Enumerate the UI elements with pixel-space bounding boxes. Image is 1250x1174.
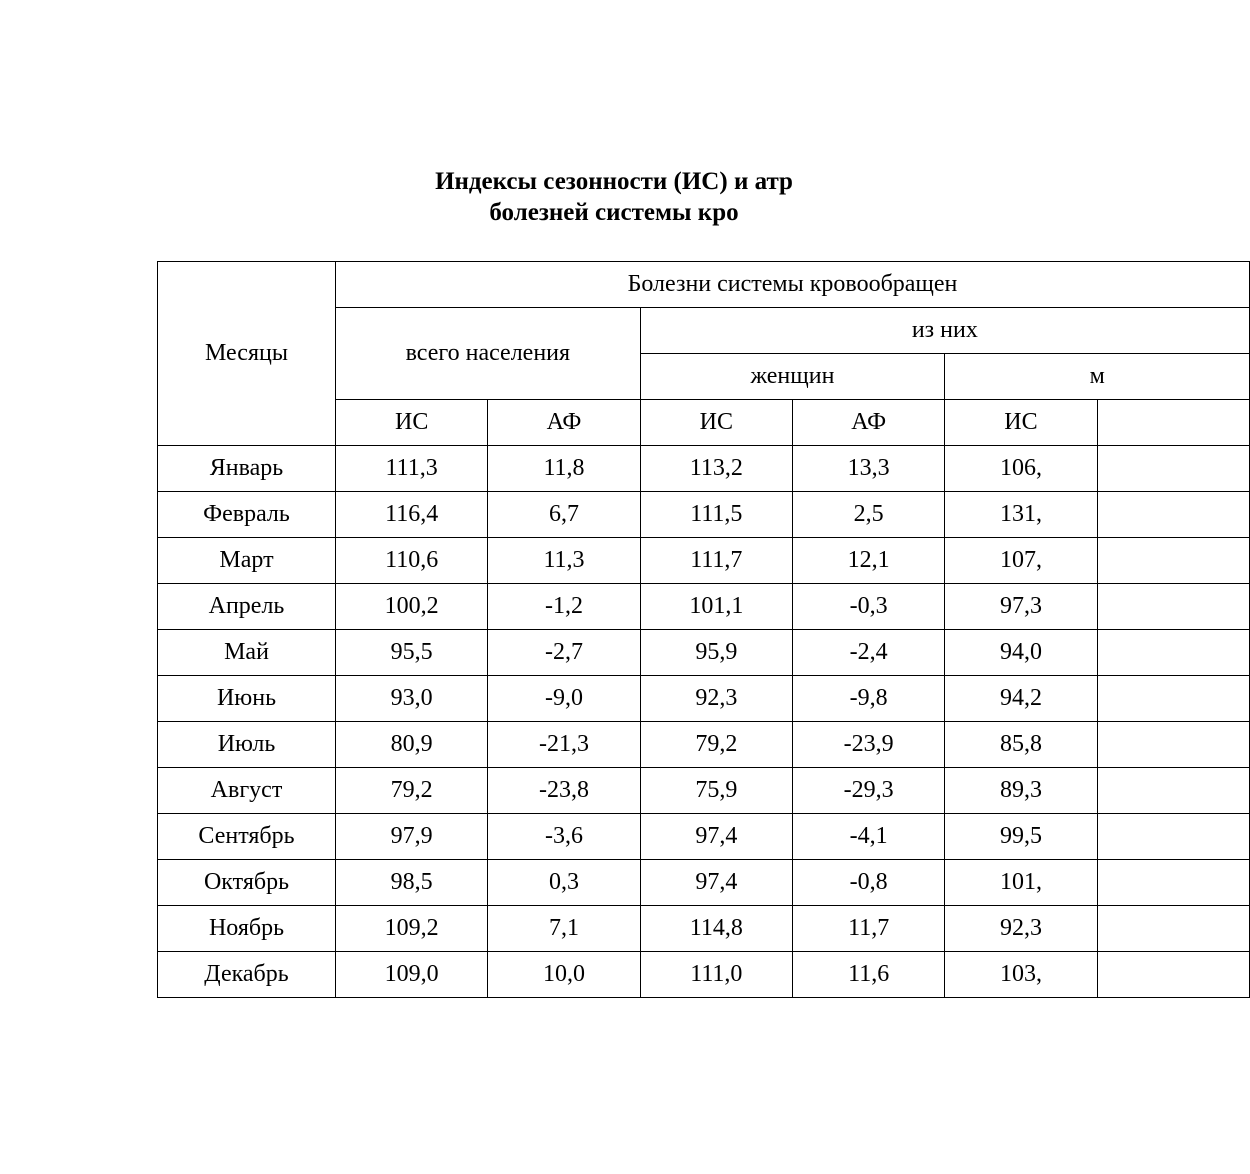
af-total-cell: -9,0	[488, 676, 640, 722]
month-cell: Январь	[158, 446, 336, 492]
af-women-cell: -2,4	[792, 630, 944, 676]
total-population-header: всего населения	[336, 308, 641, 400]
table-row	[158, 492, 1250, 538]
af-women-cell: -4,1	[792, 814, 944, 860]
af-total-cell: 10,0	[488, 952, 640, 998]
af-women-cell: 2,5	[792, 492, 944, 538]
is-men-cell: 92,3	[945, 906, 1097, 952]
is-total-cell: 95,5	[336, 630, 488, 676]
af-men-cell	[1097, 768, 1249, 814]
month-cell: Май	[158, 630, 336, 676]
is-total-cell: 93,0	[336, 676, 488, 722]
table-row	[158, 446, 1250, 492]
title-line-2: болезней системы кро	[489, 199, 739, 226]
is-women-cell: 114,8	[640, 906, 792, 952]
group-header: Болезни системы кровообращен	[336, 262, 1250, 308]
table-row	[158, 676, 1250, 722]
is-men-cell: 106,	[945, 446, 1097, 492]
af-total-cell: -2,7	[488, 630, 640, 676]
page-title	[0, 166, 1228, 228]
af-men-cell	[1097, 584, 1249, 630]
is-women-cell: 79,2	[640, 722, 792, 768]
header-row-1	[158, 262, 1250, 308]
women-header: женщин	[640, 354, 945, 400]
table-row	[158, 722, 1250, 768]
is-total-cell: 116,4	[336, 492, 488, 538]
month-cell: Октябрь	[158, 860, 336, 906]
af-men-cell	[1097, 722, 1249, 768]
month-cell: Ноябрь	[158, 906, 336, 952]
is-total-cell: 98,5	[336, 860, 488, 906]
is-men-cell: 99,5	[945, 814, 1097, 860]
is-women-cell: 113,2	[640, 446, 792, 492]
af-women-cell: -9,8	[792, 676, 944, 722]
af-women-cell: 11,7	[792, 906, 944, 952]
table-row	[158, 860, 1250, 906]
af-total-cell: 0,3	[488, 860, 640, 906]
af-women-cell: -0,8	[792, 860, 944, 906]
table-row	[158, 906, 1250, 952]
is-total-cell: 109,2	[336, 906, 488, 952]
af-men-cell	[1097, 676, 1249, 722]
table-row	[158, 814, 1250, 860]
af-women-cell: 11,6	[792, 952, 944, 998]
is-women-cell: 101,1	[640, 584, 792, 630]
is-total-cell: 97,9	[336, 814, 488, 860]
is-women-cell: 97,4	[640, 814, 792, 860]
month-cell: Апрель	[158, 584, 336, 630]
is-men-cell: 103,	[945, 952, 1097, 998]
af-men-cell	[1097, 446, 1249, 492]
af-women-cell: -0,3	[792, 584, 944, 630]
is-header-total: ИС	[336, 400, 488, 446]
month-cell: Сентябрь	[158, 814, 336, 860]
af-women-cell: 12,1	[792, 538, 944, 584]
seasonality-table	[157, 261, 1250, 998]
af-header-women: АФ	[792, 400, 944, 446]
month-cell: Март	[158, 538, 336, 584]
month-cell: Декабрь	[158, 952, 336, 998]
is-women-cell: 97,4	[640, 860, 792, 906]
month-cell: Июнь	[158, 676, 336, 722]
is-total-cell: 79,2	[336, 768, 488, 814]
af-total-cell: 7,1	[488, 906, 640, 952]
table-row	[158, 952, 1250, 998]
is-men-cell: 97,3	[945, 584, 1097, 630]
is-total-cell: 109,0	[336, 952, 488, 998]
month-cell: Июль	[158, 722, 336, 768]
is-total-cell: 111,3	[336, 446, 488, 492]
is-women-cell: 92,3	[640, 676, 792, 722]
is-men-cell: 89,3	[945, 768, 1097, 814]
table-row	[158, 768, 1250, 814]
table-row	[158, 630, 1250, 676]
is-header-women: ИС	[640, 400, 792, 446]
af-header-men	[1097, 400, 1249, 446]
is-women-cell: 95,9	[640, 630, 792, 676]
is-men-cell: 85,8	[945, 722, 1097, 768]
af-total-cell: -3,6	[488, 814, 640, 860]
is-women-cell: 111,7	[640, 538, 792, 584]
af-men-cell	[1097, 860, 1249, 906]
is-men-cell: 94,2	[945, 676, 1097, 722]
is-total-cell: 110,6	[336, 538, 488, 584]
months-header: Месяцы	[158, 262, 336, 446]
men-header: м	[945, 354, 1250, 400]
is-men-cell: 107,	[945, 538, 1097, 584]
is-men-cell: 94,0	[945, 630, 1097, 676]
af-women-cell: -23,9	[792, 722, 944, 768]
is-women-cell: 111,0	[640, 952, 792, 998]
is-men-cell: 101,	[945, 860, 1097, 906]
af-men-cell	[1097, 630, 1249, 676]
is-header-men: ИС	[945, 400, 1097, 446]
table-row	[158, 584, 1250, 630]
af-total-cell: -21,3	[488, 722, 640, 768]
af-total-cell: 11,3	[488, 538, 640, 584]
af-total-cell: -1,2	[488, 584, 640, 630]
af-total-cell: -23,8	[488, 768, 640, 814]
month-cell: Август	[158, 768, 336, 814]
table-row	[158, 538, 1250, 584]
is-women-cell: 75,9	[640, 768, 792, 814]
af-header-total: АФ	[488, 400, 640, 446]
af-total-cell: 11,8	[488, 446, 640, 492]
af-men-cell	[1097, 538, 1249, 584]
is-total-cell: 80,9	[336, 722, 488, 768]
month-cell: Февраль	[158, 492, 336, 538]
af-women-cell: -29,3	[792, 768, 944, 814]
af-men-cell	[1097, 952, 1249, 998]
af-men-cell	[1097, 814, 1249, 860]
af-women-cell: 13,3	[792, 446, 944, 492]
is-men-cell: 131,	[945, 492, 1097, 538]
is-women-cell: 111,5	[640, 492, 792, 538]
af-men-cell	[1097, 906, 1249, 952]
af-total-cell: 6,7	[488, 492, 640, 538]
title-line-1: Индексы сезонности (ИС) и атр	[435, 168, 793, 195]
of-them-header: из них	[640, 308, 1249, 354]
is-total-cell: 100,2	[336, 584, 488, 630]
af-men-cell	[1097, 492, 1249, 538]
